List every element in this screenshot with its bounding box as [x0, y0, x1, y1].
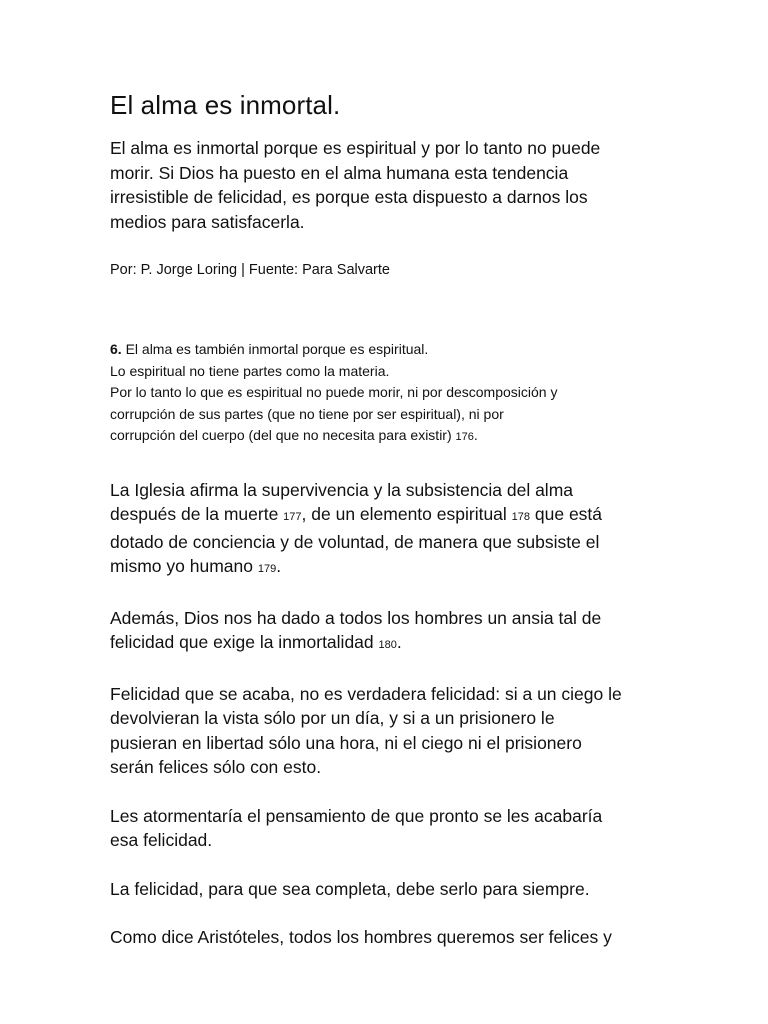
paragraph-line: Les atormentaría el pensamiento de que pronto se les acabaría: [110, 805, 603, 826]
section-line: Por lo tanto lo que es espiritual no puede morir, ni por descomposición y: [110, 384, 558, 401]
intro-line: El alma es inmortal porque es espiritual y por lo tanto no puede: [110, 138, 601, 158]
paragraph-text: felicidad que exige la inmortalidad: [110, 632, 379, 653]
paragraph-line: esa felicidad.: [110, 830, 213, 851]
paragraph-line: serán felices sólo con esto.: [110, 757, 322, 778]
footnote-ref: 176: [455, 431, 474, 444]
footnote-ref: 177: [283, 511, 302, 524]
paragraph-text: después de la muerte: [110, 504, 284, 525]
footnote-ref: 180: [378, 639, 397, 652]
section-line-text: corrupción del cuerpo (del que no necesita para existir): [110, 427, 456, 444]
paragraph-line: dotado de conciencia y de voluntad, de manera que subsiste el: [110, 531, 600, 552]
footnote-ref: 179: [257, 563, 277, 576]
author-byline: Por: P. Jorge Loring | Fuente: Para Salvarte: [110, 262, 390, 278]
paragraph-line: La Iglesia afirma la supervivencia y la subsistencia del alma: [110, 479, 574, 500]
intro-line: irresistible de felicidad, es porque esta dispuesto a darnos los: [110, 187, 588, 207]
paragraph-line: devolvieran la vista sólo por un día, y si a un prisionero le: [110, 708, 555, 729]
paragraph-text: que está: [530, 504, 603, 525]
paragraph-line: Además, Dios nos ha dado a todos los hombres un ansia tal de: [110, 607, 602, 628]
footnote-ref: 178: [511, 511, 531, 524]
section-line-end: .: [473, 427, 478, 444]
paragraph-iglesia: [110, 478, 670, 582]
paragraph-atormentaria: [110, 804, 670, 853]
section-heading-text: El alma es también inmortal porque es espiritual.: [121, 341, 429, 357]
paragraph-line: [110, 502, 670, 530]
section-line: [110, 425, 670, 449]
paragraph-text: mismo yo humano: [110, 556, 258, 577]
section-six: [110, 339, 670, 449]
paragraph-line: pusieran en libertad sólo una hora, ni el ciego ni el prisionero: [110, 732, 582, 753]
intro-paragraph: [110, 136, 670, 234]
intro-line: medios para satisfacerla.: [110, 211, 305, 232]
paragraph-felicidad: [110, 682, 670, 780]
section-line: corrupción de sus partes (que no tiene por ser espiritual), ni por: [110, 405, 504, 422]
paragraph-line: Como dice Aristóteles, todos los hombres queremos ser felices y: [110, 927, 612, 948]
paragraph-line: [110, 630, 670, 658]
paragraph-text: .: [276, 556, 282, 577]
paragraph-text: .: [396, 632, 402, 653]
document-page: [110, 88, 670, 950]
section-line: Lo espiritual no tiene partes como la materia.: [110, 362, 390, 379]
page-title: El alma es inmortal.: [110, 90, 341, 120]
paragraph-line: [110, 554, 670, 582]
paragraph-completa: [110, 877, 670, 902]
paragraph-line: Felicidad que se acaba, no es verdadera felicidad: si a un ciego le: [110, 683, 622, 704]
paragraph-ademas: [110, 606, 670, 658]
section-number: 6.: [110, 341, 122, 357]
paragraph-aristoteles: [110, 925, 670, 950]
intro-line: morir. Si Dios ha puesto en el alma humana esta tendencia: [110, 162, 569, 183]
paragraph-text: , de un elemento espiritual: [301, 504, 512, 525]
paragraph-line: La felicidad, para que sea completa, debe serlo para siempre.: [110, 878, 590, 899]
section-line: [110, 339, 670, 361]
